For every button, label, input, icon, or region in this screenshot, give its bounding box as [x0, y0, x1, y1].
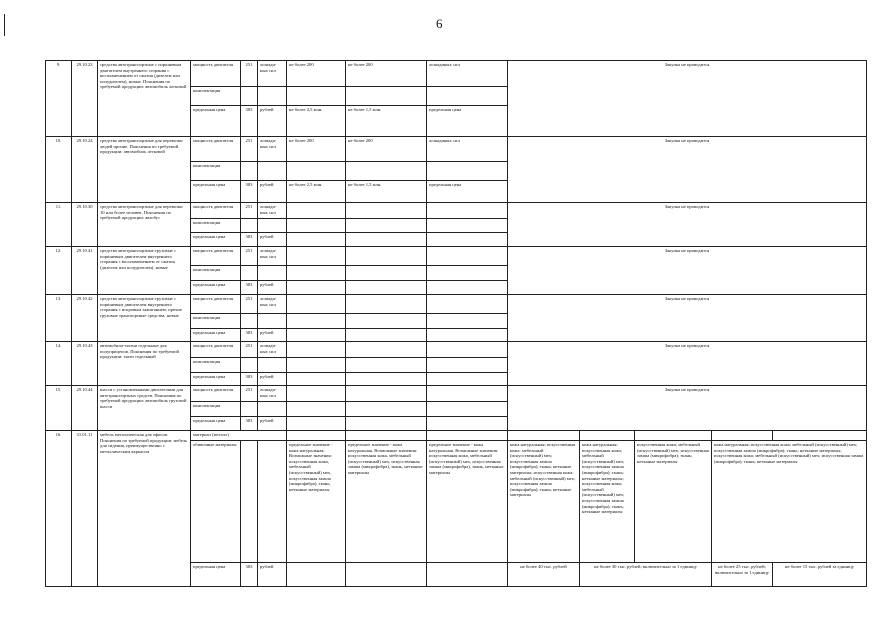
characteristic-label: комплектация [191, 358, 241, 373]
okei-code: 251 [241, 137, 258, 162]
okei-code: 251 [241, 203, 258, 219]
value-cell: не более 200 [287, 61, 346, 87]
okei-code: 383 [241, 281, 258, 295]
row-number: 14. [46, 342, 72, 386]
row-number: 11. [46, 203, 72, 247]
row-number: 10. [46, 137, 72, 203]
value-cell: не более 25 тыс. рублей; включительно за 1 единицу [712, 563, 773, 587]
result-note: Закупка не проводится [508, 342, 867, 386]
value-cell [346, 219, 427, 233]
product-name: автомобили-тягачи седельные для полуприцепов. Пояснения по требуемой продукции: тягач седельный [98, 342, 191, 386]
unit-label [258, 219, 287, 233]
value-cell [346, 233, 427, 247]
characteristic-label: комплектация [191, 219, 241, 233]
value-cell [287, 314, 346, 329]
okei-code: 251 [241, 342, 258, 358]
value-cell [346, 431, 427, 441]
characteristic-label: предельная цена [191, 329, 241, 342]
product-name: средства автотранспортные с поршневым двигателем внутреннего сгорания с воспламенением от сжатия (дизелем или полудизелем), новые. Пояснения по требуемой продукции: автомобиль легковой [98, 61, 191, 137]
characteristic-label: комплектация [191, 266, 241, 281]
value-cell [346, 386, 427, 402]
value-cell: кожа натуральная; искусственная кожа; мебельный (искусственный) мех; искусственная замша (микрофибра); ткань; нетканые материалы; искусственная кожа; мебельный (искусственный) мех; искусственная замша (микрофибра); ткань; нетканые материалы [508, 441, 580, 563]
value-cell [427, 266, 508, 281]
table-row [46, 61, 867, 87]
okei-code: 251 [241, 247, 258, 266]
unit-label: рублей [258, 106, 287, 137]
value-cell [287, 295, 346, 314]
value-cell [712, 431, 773, 441]
value-cell: искусственная кожа; мебельный (искусственный) мех; искусственная замша (микрофибра); ткань; нетканые материалы [635, 441, 712, 563]
table-row [46, 386, 867, 402]
value-cell: предельная цена [427, 181, 508, 203]
value-cell [287, 373, 346, 386]
value-cell [346, 87, 427, 106]
row-number: 9. [46, 61, 72, 137]
value-cell [287, 203, 346, 219]
characteristic-label: предельная цена [191, 417, 241, 431]
value-cell [773, 431, 867, 441]
okpd-code: 29.10.41 [72, 247, 98, 295]
characteristic-label: комплектация [191, 162, 241, 181]
product-name: средства автотранспортные грузовые с поршневым двигателем внутреннего сгорания с искровым зажиганием; прочие грузовые транспортные средства, новые [98, 295, 191, 342]
result-note: Закупка не проводится [508, 295, 867, 342]
unit-label: лошади-ных сил [258, 137, 287, 162]
unit-label: лошади-ных сил [258, 203, 287, 219]
value-cell [346, 203, 427, 219]
value-cell [346, 417, 427, 431]
okei-code [241, 162, 258, 181]
value-cell: не более 200 [346, 61, 427, 87]
value-cell: лошадиных сил [427, 61, 508, 87]
characteristic-label: комплектация [191, 402, 241, 417]
okei-code [241, 441, 258, 563]
margin-mark [4, 14, 5, 36]
okei-code [241, 402, 258, 417]
page-number: 6 [436, 16, 443, 31]
unit-label: рублей [258, 181, 287, 203]
okei-code: 251 [241, 386, 258, 402]
result-note: Закупка не проводится [508, 137, 867, 203]
characteristic-label: мощность двигателя [191, 342, 241, 358]
unit-label: рублей [258, 233, 287, 247]
okei-code: 383 [241, 106, 258, 137]
okpd-code: 29.10.30 [72, 203, 98, 247]
characteristic-label: комплектация [191, 314, 241, 329]
value-cell [427, 87, 508, 106]
value-cell [346, 563, 427, 587]
okei-code: 383 [241, 373, 258, 386]
value-cell: лошадиных сил [427, 137, 508, 162]
value-cell [287, 266, 346, 281]
product-name: шасси с установленными двигателями для автотранспортных средств. Пояснения по требуемой продукции: автомобиль грузовой шасси [98, 386, 191, 431]
value-cell: не более 15 тыс. рублей за единицу [773, 563, 867, 587]
unit-label [258, 266, 287, 281]
characteristic-label: комплектация [191, 87, 241, 106]
value-cell [580, 431, 635, 441]
okpd-code: 29.10.44 [72, 386, 98, 431]
okpd-code: 29.10.24 [72, 137, 98, 203]
value-cell: предельная цена [427, 106, 508, 137]
row-number: 13. [46, 295, 72, 342]
characteristic-label: мощность двигателя [191, 295, 241, 314]
value-cell [346, 314, 427, 329]
okpd-code: 29.10.43 [72, 342, 98, 386]
value-cell: кожа натуральная; искусственная кожа; мебельный (искусственный) мех; искусственная замша (микрофибра); ткань; нетканые материалы; искусственная кожа; мебельный (искусственный) мех; искусственная замша (микрофибра); ткань; нетканые материалы [712, 441, 867, 563]
product-name: мебель металлическая для офисов. Пояснения по требуемой продукции: мебель для сидения, преимущественно с металлическим каркасом [98, 431, 191, 587]
characteristic-label: предельная цена [191, 106, 241, 137]
characteristic-label: мощность двигателя [191, 137, 241, 162]
value-cell [287, 563, 346, 587]
value-cell [346, 402, 427, 417]
characteristic-label: предельная цена [191, 281, 241, 295]
value-cell [287, 87, 346, 106]
value-cell [287, 358, 346, 373]
okpd-code: 31.01.11 [72, 431, 98, 587]
value-cell [287, 219, 346, 233]
requirements-table [45, 60, 867, 587]
value-cell [346, 358, 427, 373]
okei-code: 251 [241, 61, 258, 87]
result-note: Закупка не проводится [508, 203, 867, 247]
unit-label [258, 87, 287, 106]
result-note: Закупка не проводится [508, 386, 867, 431]
unit-label: рублей [258, 329, 287, 342]
value-cell [635, 431, 712, 441]
value-cell [287, 431, 346, 441]
okpd-code: 29.10.42 [72, 295, 98, 342]
okpd-code: 29.10.23 [72, 61, 98, 137]
unit-label [258, 358, 287, 373]
characteristic-label: предельная цена [191, 233, 241, 247]
okei-code: 251 [241, 295, 258, 314]
okei-code [241, 314, 258, 329]
result-note: Закупка не проводится [508, 247, 867, 295]
value-cell [346, 373, 427, 386]
unit-label: рублей [258, 281, 287, 295]
value-cell [427, 162, 508, 181]
unit-label: лошади-ных сил [258, 295, 287, 314]
okei-code: 383 [241, 563, 258, 587]
value-cell [346, 162, 427, 181]
value-cell: предельное значение - кожа натуральная. Возможные значения: искусственная кожа, мебельный (искусственный) мех, искусственная замша (микрофибра), ткань, нетканые материалы [346, 441, 427, 563]
value-cell [427, 402, 508, 417]
value-cell [427, 314, 508, 329]
value-cell [427, 329, 508, 342]
characteristic-label: предельная цена [191, 563, 241, 587]
value-cell [287, 329, 346, 342]
value-cell: предельное значение - кожа натуральная. Возможные значения: искусственная кожа, мебельный (искусственный) мех, искусственная замша (микрофибра), ткань, нетканые материалы [427, 441, 508, 563]
value-cell [346, 342, 427, 358]
okei-code [241, 358, 258, 373]
okei-code [241, 219, 258, 233]
product-name: средства автотранспортные для перевозки людей прочие. Пояснения по требуемой продукции: автомобиль легковой [98, 137, 191, 203]
characteristic-label: мощность двигателя [191, 386, 241, 402]
table-row [46, 342, 867, 358]
value-cell [346, 329, 427, 342]
unit-label: рублей [258, 563, 287, 587]
unit-label: рублей [258, 417, 287, 431]
okei-code: 383 [241, 181, 258, 203]
value-cell: кожа натуральная; искусственная кожа; мебельный (искусственный) мех; искусственная замша (микрофибра); ткань; нетканые материалы; искусственная кожа; мебельный (искусственный) мех; искусственная замша (микрофибра); ткань; нетканые материалы [580, 441, 635, 563]
table-row [46, 203, 867, 219]
value-cell: не более 1,5 млн. [346, 181, 427, 203]
unit-label: лошади-ных сил [258, 247, 287, 266]
okei-code [241, 266, 258, 281]
table-row [46, 247, 867, 266]
value-cell: не более 200 [287, 137, 346, 162]
value-cell [287, 386, 346, 402]
value-cell [427, 219, 508, 233]
value-cell [427, 233, 508, 247]
characteristic-label: предельная цена [191, 181, 241, 203]
value-cell [346, 266, 427, 281]
unit-label: лошади-ных сил [258, 386, 287, 402]
value-cell [427, 247, 508, 266]
value-cell: не более 200 [346, 137, 427, 162]
table-row [46, 137, 867, 162]
value-cell [427, 431, 508, 441]
product-name: средства автотранспортные грузовые с поршневым двигателем внутреннего сгорания с воспламенением от сжатия (дизелем или полудизелем), новые [98, 247, 191, 295]
table-row [46, 295, 867, 314]
value-cell: не более 40 тыс. рублей [508, 563, 580, 587]
characteristic-label: обивочные материалы [191, 441, 241, 563]
value-cell [287, 233, 346, 247]
value-cell [287, 342, 346, 358]
value-cell: не более 2,5 млн. [287, 106, 346, 137]
unit-label: лошади-ных сил [258, 342, 287, 358]
unit-label [258, 162, 287, 181]
value-cell: предельное значение - кожа натуральная. Возможные значения: искусственная кожа, мебельный (искусственный) мех, искусственная замша (микрофибра), ткань, нетканые материалы [287, 441, 346, 563]
characteristic-label: мощность двигателя [191, 61, 241, 87]
unit-label [258, 402, 287, 417]
value-cell [427, 417, 508, 431]
row-number: 15. [46, 386, 72, 431]
value-cell [346, 247, 427, 266]
okei-code: 383 [241, 417, 258, 431]
okei-code: 383 [241, 233, 258, 247]
value-cell: не более 30 тыс. рублей; включительно за 1 единицу [580, 563, 712, 587]
value-cell [427, 373, 508, 386]
value-cell [427, 281, 508, 295]
unit-label: рублей [258, 373, 287, 386]
value-cell [287, 162, 346, 181]
okei-code [241, 87, 258, 106]
value-cell [287, 417, 346, 431]
value-cell [427, 563, 508, 587]
product-name: средства автотранспортные для перевозки 10 или более человек. Пояснения по требуемой продукции: автобус [98, 203, 191, 247]
unit-label [258, 441, 287, 563]
value-cell [346, 281, 427, 295]
characteristic-label: мощность двигателя [191, 203, 241, 219]
characteristic-label: предельная цена [191, 373, 241, 386]
unit-label [258, 314, 287, 329]
value-cell [287, 402, 346, 417]
value-cell [287, 247, 346, 266]
row-number: 16. [46, 431, 72, 587]
unit-label: лошади-ных сил [258, 61, 287, 87]
value-cell [427, 386, 508, 402]
value-cell: не более 1,5 млн. [346, 106, 427, 137]
value-cell [427, 342, 508, 358]
table-row [46, 431, 867, 441]
result-note: Закупка не проводится [508, 61, 867, 137]
value-cell: не более 2,5 млн. [287, 181, 346, 203]
value-cell [508, 431, 580, 441]
value-cell [427, 295, 508, 314]
value-cell [427, 358, 508, 373]
characteristic-label: материал (металл) [191, 431, 287, 441]
value-cell [287, 281, 346, 295]
characteristic-label: мощность двигателя [191, 247, 241, 266]
row-number: 12. [46, 247, 72, 295]
value-cell [427, 203, 508, 219]
okei-code: 383 [241, 329, 258, 342]
value-cell [346, 295, 427, 314]
